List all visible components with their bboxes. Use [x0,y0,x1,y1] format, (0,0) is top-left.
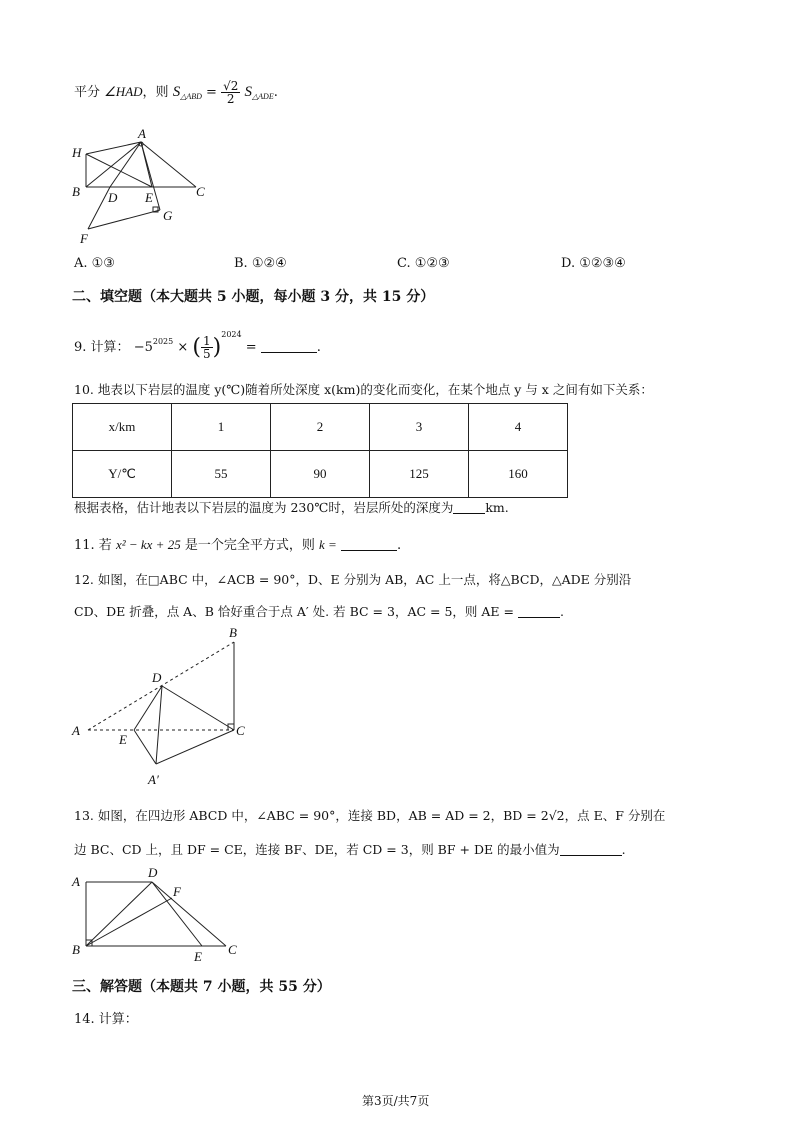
fig12-label-a: A [72,723,80,738]
q9-end: . [316,340,321,355]
table-row [73,451,568,498]
fig8-label-a: A [138,126,146,141]
q8-frac-den: 2 [226,92,235,106]
fig13-label-d: D [148,865,158,880]
fig13-label-a: A [72,874,80,889]
q10-answer-blank[interactable] [453,501,485,514]
q13-figure [68,864,248,968]
q11-num: 11. 若 [74,538,112,553]
fig12-label-e: E [119,732,127,747]
q12-line2-text: CD、DE 折叠，点 A、B 恰好重合于点 A′ 处. 若 BC = 3，AC = 5，则 AE = [74,604,514,619]
section2-title: 二、填空题（本大题共 5 小题，每小题 3 分，共 15 分） [72,289,435,305]
q13-line2-text: 边 BC、CD 上，且 DF = CE，连接 BF、DE，若 CD = 3，则 BF + DE 的最小值为 [74,842,560,857]
q8-eq: = [206,85,217,100]
q11-answer-blank[interactable] [341,538,397,551]
q10-after-line [74,498,509,516]
q8-frac-num: √2 [223,79,239,93]
q12-line1: 12. 如图，在□ABC 中，∠ACB = 90°，D、E 分别为 AB，AC 上一点，将△BCD，△ADE 分别沿 [74,572,632,587]
fig13-label-c: C [228,942,237,957]
q12-end: . [559,604,564,619]
table-cell: x/km [73,404,172,451]
fig8-label-c: C [196,184,205,199]
q8-s2: S [244,84,252,100]
fig13-label-e: E [194,949,202,964]
q9-exp2: 2024 [221,330,242,339]
q8-prefix: 平分 [74,85,101,100]
q9-line: 9. 计算： $-5^{2025}$ × ( $\frac{1}{5}$ )$^{2024}$ = . [74,330,321,361]
q8-figure [68,126,218,250]
fig12-label-d: D [152,670,162,685]
page-footer: 第3页/共7页 [362,1094,430,1108]
fig13-label-f: F [173,884,181,899]
q13-answer-blank[interactable] [560,843,622,856]
q9-frac-den: 5 [203,347,211,361]
q8-then: ，则 [142,85,169,100]
q11-line [74,534,401,553]
section3-title: 三、解答题（本题共 7 小题，共 55 分） [72,979,331,995]
q12-answer-blank[interactable] [518,605,560,618]
table-cell: 3 [370,404,469,451]
q9-fraction [201,335,213,360]
q10-text: 10. 地表以下岩层的温度 y(℃)随着所处深度 x(km)的变化而变化，在某个地点 y 与 x 之间有如下关系： [74,382,653,397]
q8-option-a: A. ①③ [74,256,115,271]
q8-fraction [221,80,240,105]
fig8-label-f: F [80,231,88,246]
table-cell: 90 [271,451,370,498]
q11-expr: x² − kx + 25 [115,537,181,552]
q8-s2-sub: △ADE [252,92,274,101]
q9-answer-blank[interactable] [261,340,317,353]
q9-eq: = [245,340,257,355]
q9-times: × [177,340,189,355]
fig12-label-c: C [236,723,245,738]
q14-text: 14. 计算： [74,1012,138,1027]
table-row [73,404,568,451]
q8-angle: ∠HAD [104,84,143,99]
table-cell: 4 [469,404,568,451]
q8-end: . [273,85,278,100]
table-cell: 55 [172,451,271,498]
q8-tail-line [74,80,278,105]
fig8-label-d: D [108,190,118,205]
table-cell: 160 [469,451,568,498]
q10-after: 根据表格，估计地表以下岩层的温度为 230℃时，岩层所处的深度为 [74,500,454,515]
q11-k: k = [319,537,337,552]
q11-mid: 是一个完全平方式，则 [184,538,315,553]
q8-option-d: D. ①②③④ [561,256,626,271]
q13-line2 [74,840,626,858]
q10-table [72,403,568,498]
fig8-label-b: B [72,184,80,199]
fig8-label-g: G [163,208,173,223]
q9-exp1: 2025 [152,337,174,346]
fig13-label-b: B [72,942,80,957]
q12-line2 [74,602,564,620]
table-cell: 2 [271,404,370,451]
fig8-label-h: H [72,145,82,160]
table-cell: 1 [172,404,271,451]
q8-option-c: C. ①②③ [397,256,450,271]
q10-unit: km. [485,500,509,515]
q8-s1-sub: △ABD [180,92,202,101]
fig12-label-b: B [229,625,237,640]
q8-s1: S [172,84,181,100]
q13-line1: 13. 如图，在四边形 ABCD 中，∠ABC = 90°，连接 BD，AB = AD = 2，BD = 2√2，点 E、F 分别在 [74,808,666,823]
q8-option-b: B. ①②④ [234,256,287,271]
q9-frac-num: 1 [203,334,211,348]
q13-end: . [621,842,626,857]
table-cell: 125 [370,451,469,498]
q9-num: 9. 计算： [74,340,130,355]
q12-figure [68,624,258,792]
q11-end: . [396,538,402,553]
table-cell: Y/℃ [73,451,172,498]
fig12-label-a-prime: A′ [148,772,159,787]
fig8-label-e: E [145,190,153,205]
q9-base: −5 [133,340,153,355]
